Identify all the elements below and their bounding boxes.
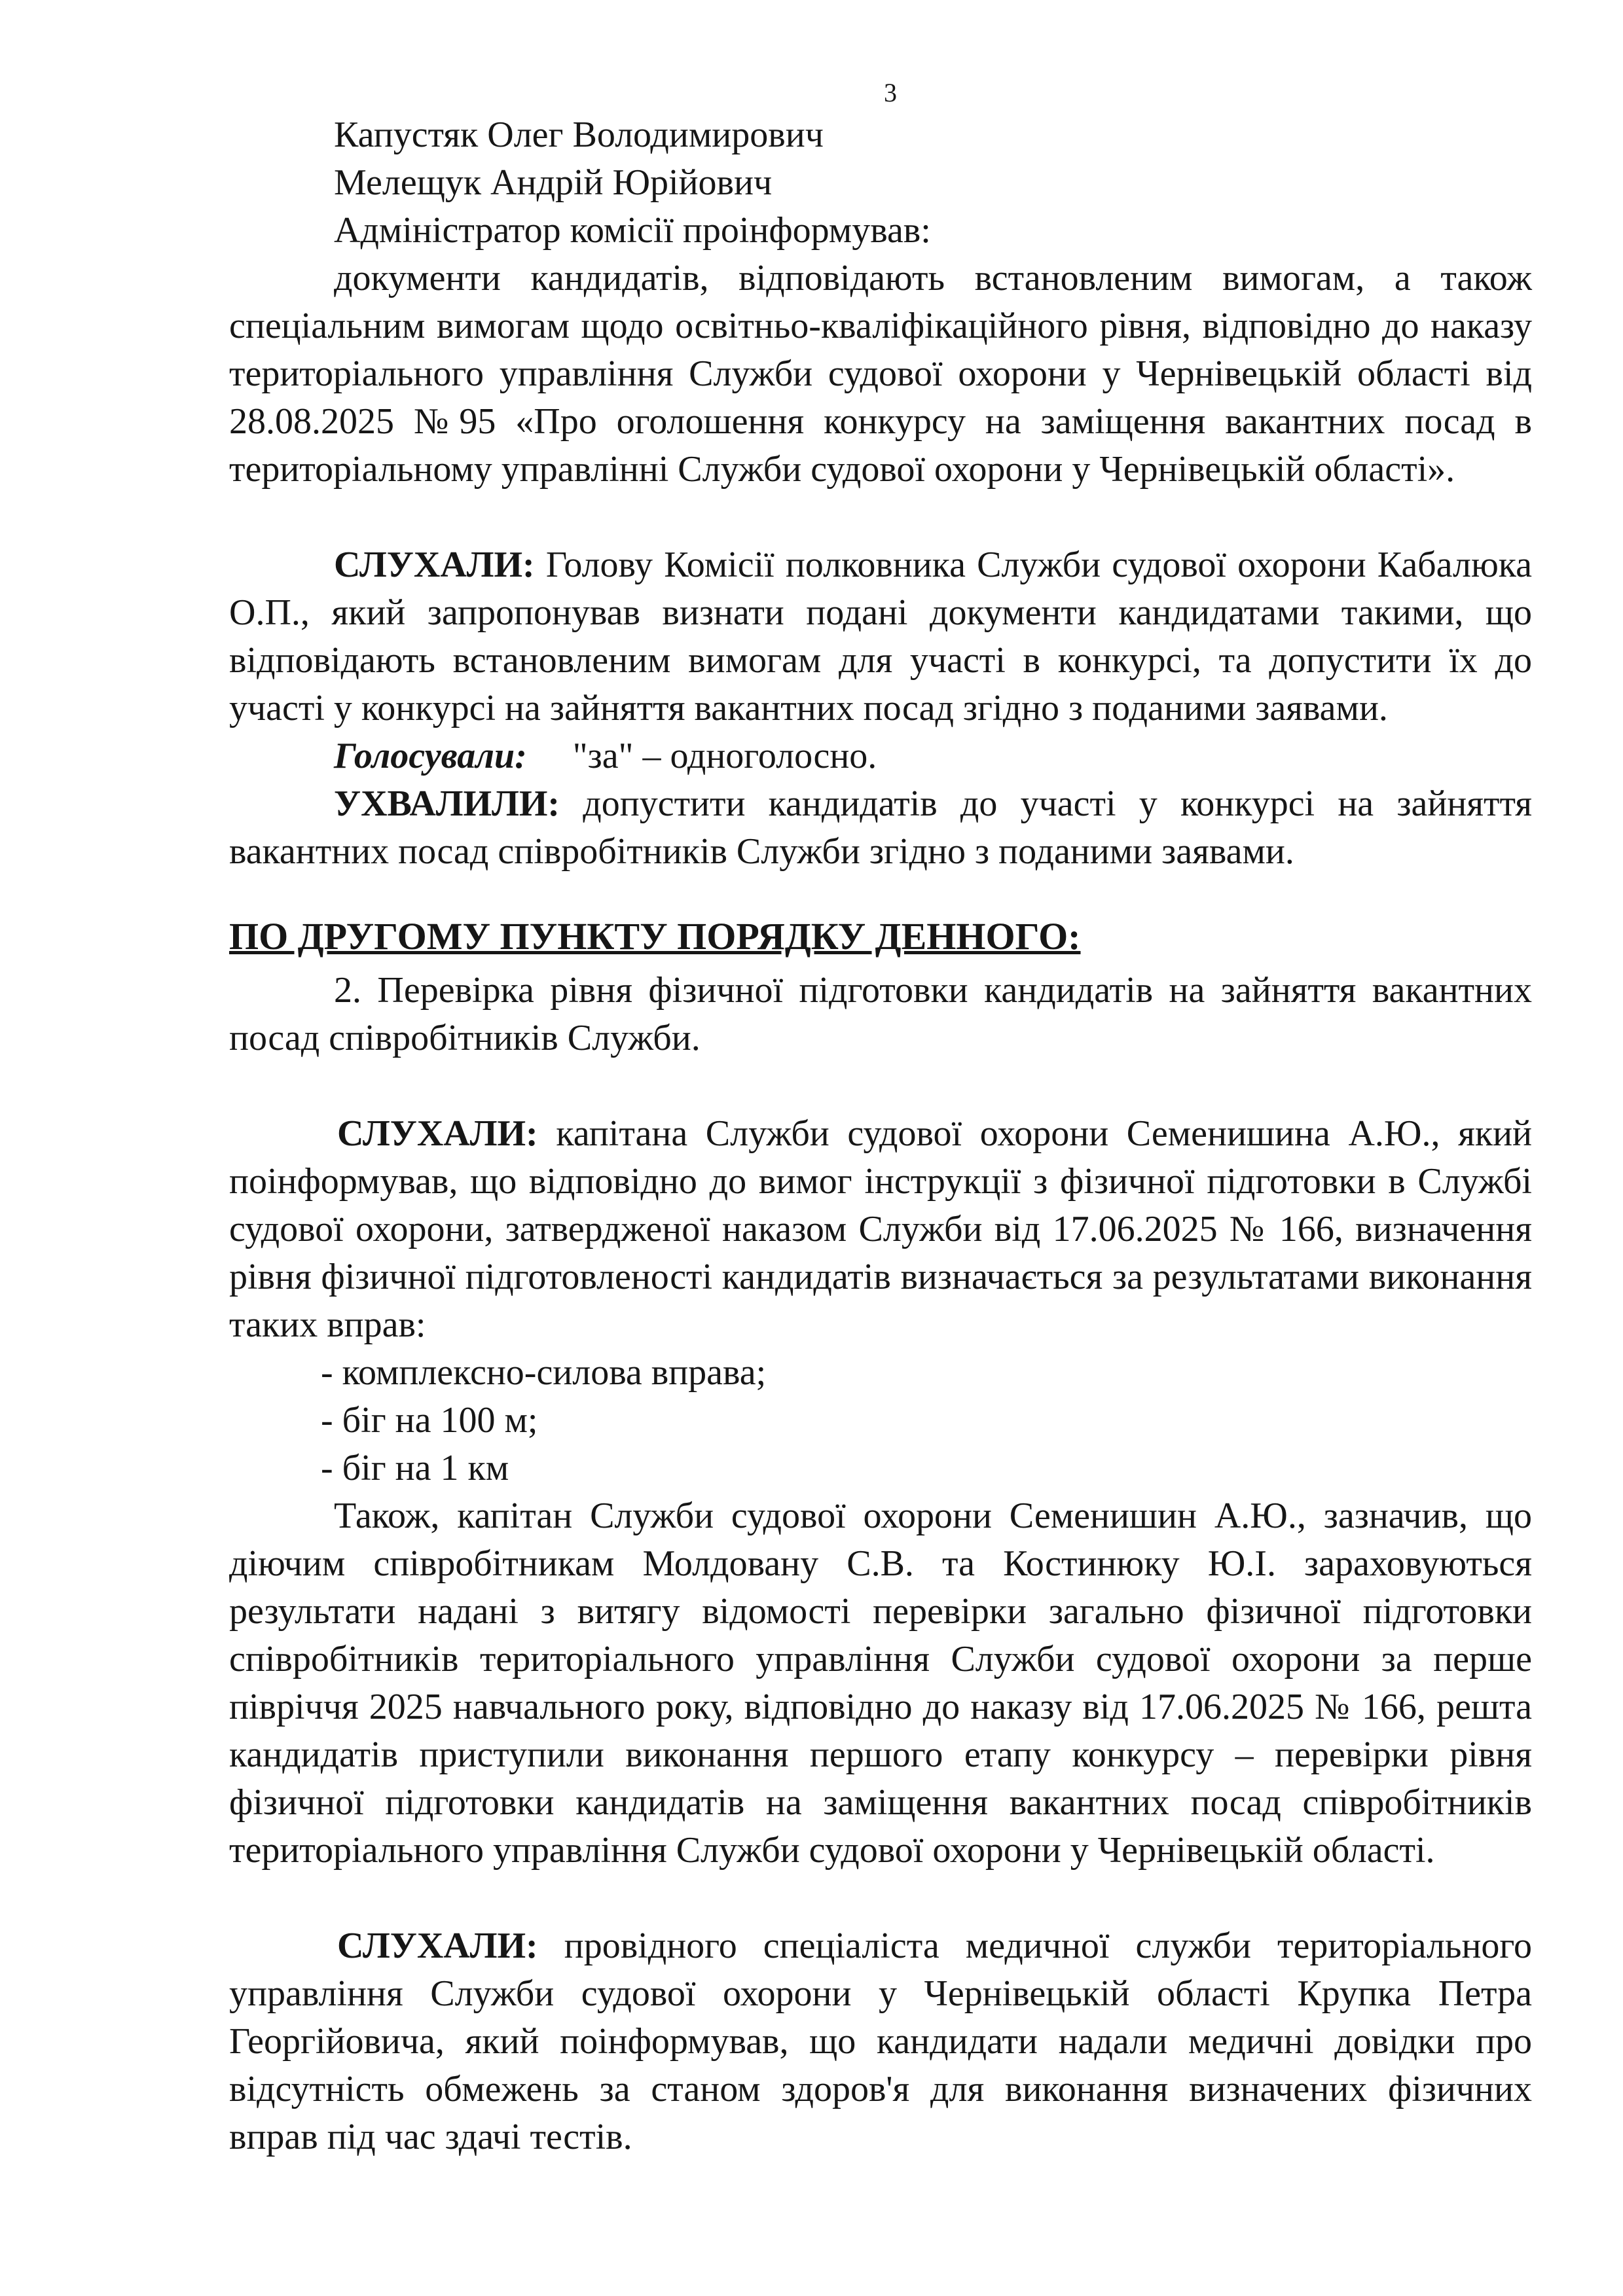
- heard-text: капітана Служби судової охорони Семенишина А.Ю., який поінформував, що відповідно до вимог інструкції з фізичної підготовки в Службі судової охорони, затвердженої наказом Служби від 17.06.2025 № 166, визначення рівня фізичної підготовленості кандидатів визначається за результатами виконання таких вправ:: [229, 1113, 1533, 1345]
- exercise-item: - біг на 100 м;: [321, 1400, 538, 1441]
- vote-result: "за" – одноголосно.: [572, 736, 877, 776]
- agenda-item-2: 2. Перевірка рівня фізичної підготовки кандидатів на зайняття вакантних посад співробітників Служби.: [229, 970, 1532, 1058]
- exercise-item: - біг на 1 км: [321, 1448, 509, 1488]
- heard-label: СЛУХАЛИ:: [334, 545, 535, 585]
- spacer: [229, 493, 1532, 541]
- heard-text: Голову Комісії полковника Служби судової охорони Кабалюка О.П., який запропонував визнати подані документи кандидатами такими, що відповідають встановленим вимогам для участі в конкурсі, та допустити їх до участі у конкурсі на зайняття вакантних посад згідно з поданими заявами.: [229, 545, 1533, 728]
- heard-label: СЛУХАЛИ:: [337, 1926, 538, 1966]
- page-number: 3: [884, 78, 897, 107]
- heard-paragraph-3: [229, 1922, 1532, 2161]
- also-paragraph: Також, капітан Служби судової охорони Семенишин А.Ю., зазначив, що діючим співробітникам Молдовану С.В. та Костинюку Ю.І. зараховуються результати надані з витягу відомості перевірки загально фізичної підготовки співробітників територіального управління Служби судової охорони за перше півріччя 2025 навчального року, відповідно до наказу від 17.06.2025 № 166, решта кандидатів приступили виконання першого етапу конкурсу – перевірки рівня фізичної підготовки кандидатів на заміщення вакантних посад співробітників територіального управління Служби судової охорони у Чернівецькій області.: [229, 1496, 1532, 1871]
- heard-label: СЛУХАЛИ:: [337, 1113, 538, 1154]
- admin-intro: Адміністратор комісії проінформував:: [334, 210, 931, 251]
- spacer: [229, 876, 1532, 905]
- heard-paragraph-2: [229, 1110, 1532, 1349]
- exercise-item: - комплексно-силова вправа;: [321, 1352, 767, 1393]
- decided-paragraph: [229, 780, 1532, 876]
- vote-line: [229, 732, 1532, 780]
- section-heading: ПО ДРУГОМУ ПУНКТУ ПОРЯДКУ ДЕННОГО:: [229, 915, 1081, 958]
- decided-text: допустити кандидатів до участі у конкурсі на зайняття вакантних посад співробітників Служби згідно з поданими заявами.: [229, 783, 1533, 872]
- vote-label: Голосували:: [334, 736, 527, 776]
- name-line: Капустяк Олег Володимирович: [334, 115, 824, 155]
- heard-paragraph-1: [229, 541, 1532, 732]
- document-body: [229, 111, 1532, 2161]
- admin-text: документи кандидатів, відповідають встановленим вимогам, а також спеціальним вимогам щодо освітньо-кваліфікаційного рівня, відповідно до наказу територіального управління Служби судової охорони у Чернівецькій області від 28.08.2025 №95 «Про оголошення конкурсу на заміщення вакантних посад в територіальному управлінні Служби судової охорони у Чернівецькій області».: [229, 258, 1532, 490]
- decided-label: УХВАЛИЛИ:: [334, 783, 560, 824]
- name-line: Мелещук Андрій Юрійович: [334, 162, 773, 203]
- spacer: [229, 1062, 1532, 1110]
- heard-text: провідного спеціаліста медичної служби територіального управління Служби судової охорони у Чернівецькій області Крупка Петра Георгійовича, який поінформував, що кандидати надали медичні довідки про відсутність обмежень за станом здоров'я для виконання визначених фізичних вправ під час здачі тестів.: [229, 1926, 1532, 2157]
- spacer: [229, 1874, 1532, 1922]
